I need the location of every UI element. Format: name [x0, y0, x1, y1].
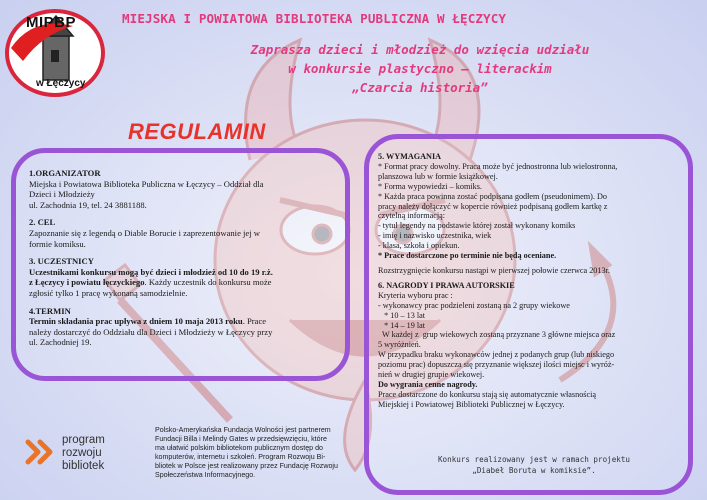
text-line: W przypadku braku wykonawców jednej z podanych grup (lub niskiego	[378, 350, 615, 360]
section-goal	[29, 217, 329, 249]
text-line: - imię i nazwisko uczestnika, wiek	[378, 231, 492, 241]
text-line: - wykonawcy prac podzieleni zostaną na 2 grupy wiekowe	[378, 300, 570, 310]
text-line: Uczestnikami konkursu mogą być dzieci i młodzież od 10 do 19 r.ż.	[29, 266, 273, 277]
text-line: Miejskiej i Powiatowej Biblioteki Publicznej w Łęczycy.	[378, 399, 565, 409]
text-line: * 14 – 19 lat	[378, 320, 426, 330]
text-line: Dzieci i Młodzieży	[29, 189, 95, 200]
section-heading: 2. CEL	[29, 217, 56, 228]
text-line	[29, 316, 329, 327]
text-line: 5 wyróżnień.	[378, 340, 421, 350]
text-line: - tytuł legendy na podstawie której został wykonany komiks	[378, 221, 576, 231]
subtitle-line: „Czarcia historia”	[352, 80, 488, 95]
text-span: . Prace	[242, 316, 267, 327]
right-panel-text	[378, 152, 680, 417]
page-title: MIEJSKA I POWIATOWA BIBLIOTEKA PUBLICZNA W ŁĘCZYCY	[122, 11, 507, 26]
section-heading: 4.TERMIN	[29, 305, 71, 316]
program-logo-text	[62, 434, 105, 473]
text-line: Kryteria wyboru prac :	[378, 290, 453, 300]
text-span: . Każdy uczestnik do konkursu może	[144, 277, 272, 288]
text-line: poziomu prac) dopuszcza się przyznanie większej ilości miejsc i wyróż-	[378, 360, 615, 370]
text-line: Do wygrania cenne nagrody.	[378, 379, 478, 389]
text-line: ul. Zachodnia 19, tel. 24 3881188.	[29, 199, 147, 210]
text-line: program	[62, 434, 105, 446]
subtitle-line: Zaprasza dzieci i młodzież do wzięcia udziału	[250, 42, 590, 57]
text-line: rozwoju	[62, 447, 102, 459]
section-participants	[29, 256, 329, 298]
bold-text: Termin składania prac upływa z dniem 10 maja 2013 roku	[29, 316, 243, 327]
text-line: ul. Zachodniej 19.	[29, 337, 92, 348]
text-line: planszowa lub w formie książkowej.	[378, 171, 498, 181]
text-line	[29, 277, 329, 288]
text-line: * Prace dostarczone po terminie nie będą oceniane.	[378, 251, 557, 261]
section-awards	[378, 281, 680, 410]
text-line: * Format pracy dowolny. Praca może być jednostronna lub wielostronna,	[378, 161, 618, 171]
text-line: pracy należy dołączyć w kopercie również podpisaną godłem kartkę z	[378, 201, 608, 211]
project-note	[389, 454, 679, 476]
section-heading: 1.ORGANIZATOR	[29, 168, 101, 178]
regulamin-heading: REGULAMIN	[128, 119, 266, 144]
section-heading: 3. UCZESTNICY	[29, 256, 94, 267]
text-line: zgłosić tylko 1 pracę wykonaną samodzielnie.	[29, 287, 188, 298]
section-heading: 5. WYMAGANIA	[378, 152, 442, 161]
text-line: Zapoznanie się z legendą o Diable Borucie i zaprezentowanie jej w	[29, 227, 260, 238]
text-line: bliotek w Polsce jest realizowany przez Fundację Rozwoju	[155, 462, 338, 471]
section-requirements	[378, 152, 680, 276]
text-line: * Forma wypowiedzi – komiks.	[378, 181, 482, 191]
invitation-subtitle	[140, 40, 700, 97]
text-line: Miejska i Powiatowa Biblioteka Publiczna w Łęczycy – Oddział dla	[29, 178, 264, 189]
text-line: Prace dostarczone do konkursu stają się automatycznie własnością	[378, 389, 597, 399]
text-line: nień w drugiej grupie wiekowej.	[378, 370, 485, 380]
left-panel-text	[29, 168, 329, 355]
logo-text-bottom: w Łęczycy	[36, 78, 86, 89]
text-line: * Każda praca powinna zostać podpisana godłem (pseudonimem). Do	[378, 191, 607, 201]
text-line: W każdej z grup wiekowych zostaną przyznane 3 główne miejsca oraz	[378, 330, 616, 340]
section-heading: 6. NAGRODY I PRAWA AUTORSKIE	[378, 280, 515, 290]
text-line: Polsko-Amerykańska Fundacja Wolności jest partnerem	[155, 426, 331, 434]
text-line: należy dostarczyć do Oddziału dla Dzieci i Młodzieży w Łęczycy przy	[29, 326, 273, 337]
bold-text: z Łęczycy i powiatu łęczyckiego	[29, 277, 145, 288]
text-line: - klasa, szkoła i opiekun.	[378, 241, 460, 251]
logo-text-top: MIPBP	[26, 14, 77, 31]
text-line: ma ułatwić polskim bibliotekom publicznym dostęp do	[155, 444, 323, 453]
subtitle-line: w konkursie plastyczno – literackim	[288, 61, 552, 76]
text-line: „Diabeł Boruta w komiksie”.	[472, 466, 596, 475]
text-line: komputerów, internetu i szkoleń. Program Rozwoju Bi-	[155, 453, 326, 462]
foundation-note	[155, 426, 370, 481]
text-line: Konkurs realizowany jest w ramach projektu	[437, 455, 631, 464]
text-line: bibliotek	[62, 460, 105, 472]
section-organizer	[29, 168, 329, 210]
text-line: czytelną informacją:	[378, 211, 446, 221]
text-line: Fundacji Billa i Melindy Gates w przedsięwzięciu, które	[155, 435, 327, 444]
text-line: formie komiksu.	[29, 238, 86, 249]
text-line: Społeczeństwa Informacyjnego.	[155, 471, 256, 480]
text-line: * 10 – 13 lat	[378, 310, 426, 320]
section-deadline	[29, 306, 329, 348]
text-line: Rozstrzygnięcie konkursu nastąpi w pierwszej połowie czerwca 2013r.	[378, 265, 610, 275]
